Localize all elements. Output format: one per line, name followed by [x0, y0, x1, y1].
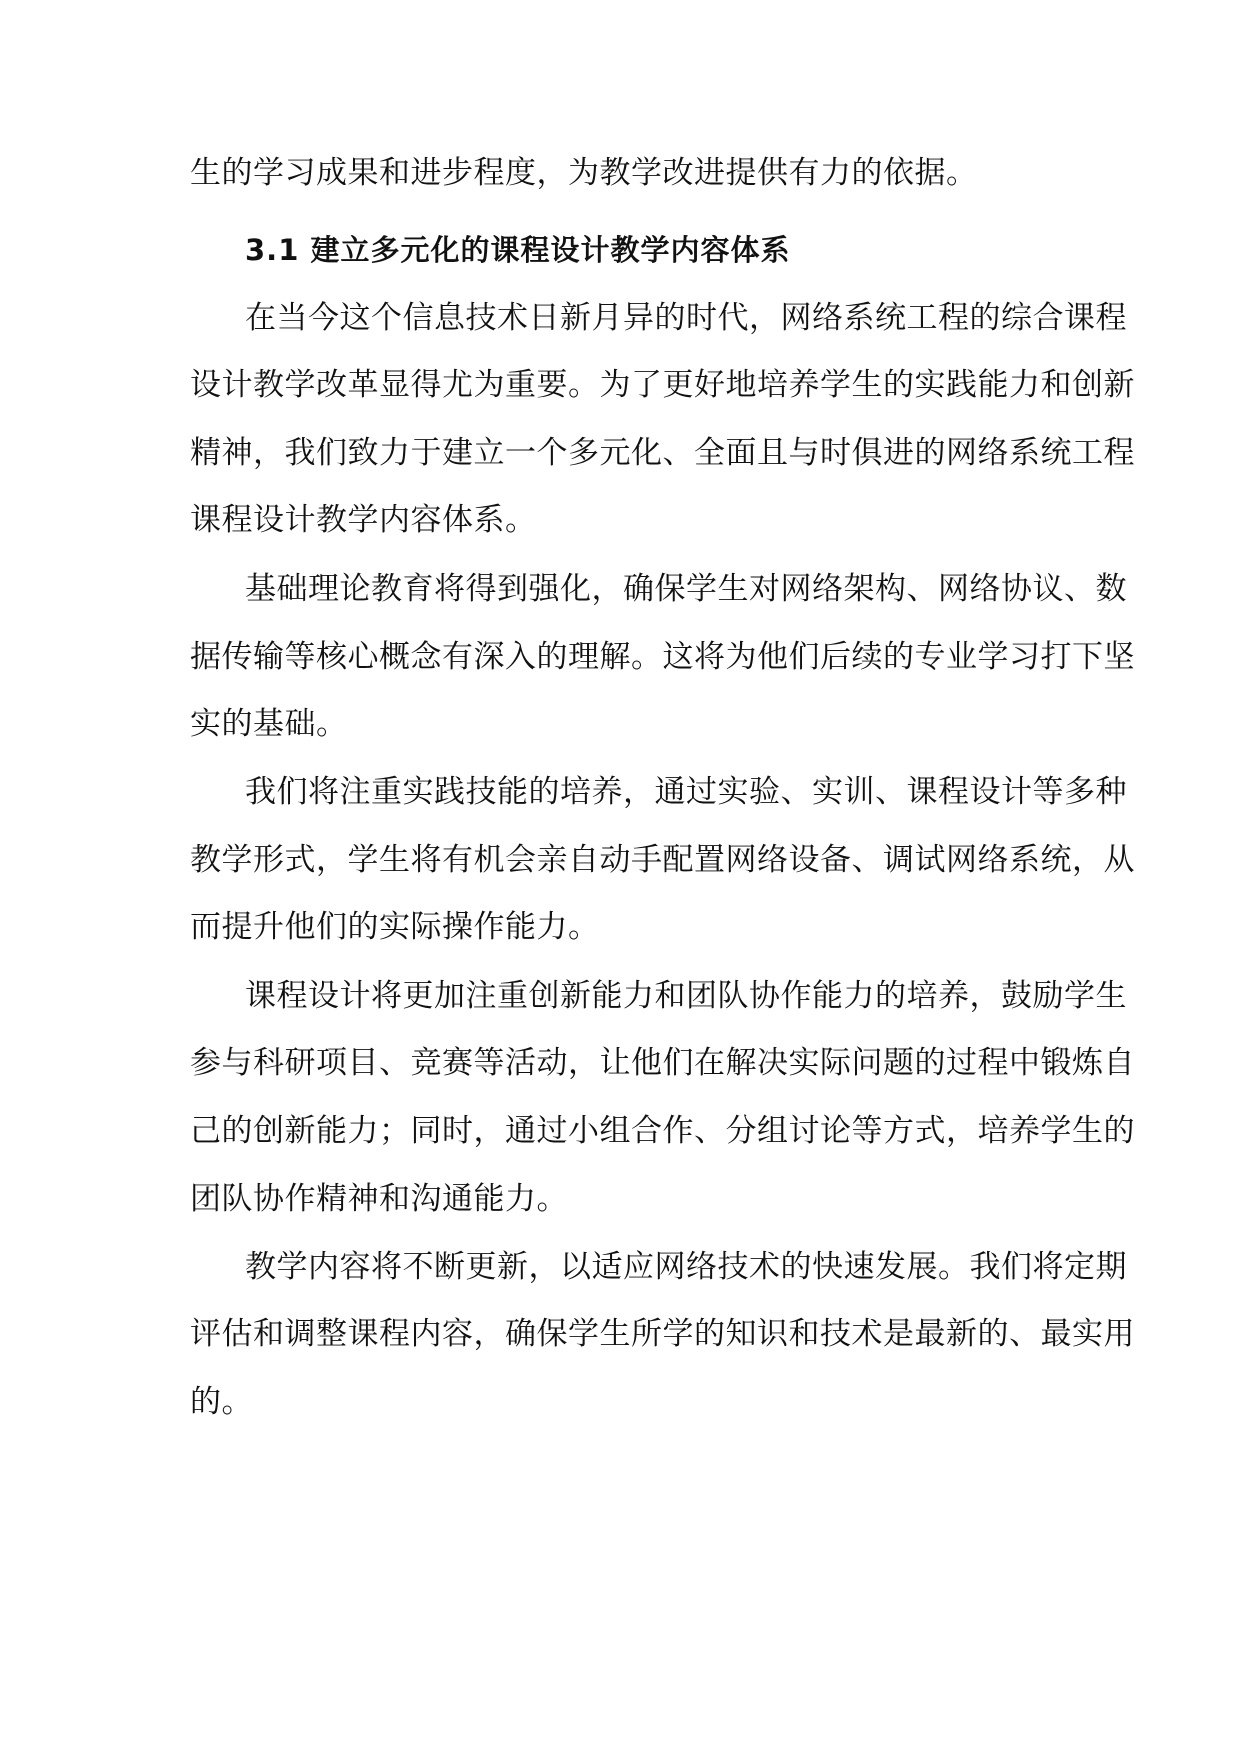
paragraph-line: 精神，我们致力于建立一个多元化、全面且与时俱进的网络系统工程	[190, 435, 1135, 471]
paragraph-line: 在当今这个信息技术日新月异的时代，网络系统工程的综合课程	[245, 300, 1127, 336]
section-heading: 3.1 建立多元化的课程设计教学内容体系	[245, 233, 791, 267]
paragraph-line: 教学形式，学生将有机会亲自动手配置网络设备、调试网络系统，从	[190, 842, 1135, 878]
paragraph-line: 生的学习成果和进步程度，为教学改进提供有力的依据。	[190, 155, 978, 191]
paragraph-line: 设计教学改革显得尤为重要。为了更好地培养学生的实践能力和创新	[190, 367, 1135, 403]
paragraph-line: 参与科研项目、竞赛等活动，让他们在解决实际问题的过程中锻炼自	[190, 1045, 1135, 1081]
paragraph-line: 据传输等核心概念有深入的理解。这将为他们后续的专业学习打下坚	[190, 639, 1135, 675]
paragraph-line: 教学内容将不断更新，以适应网络技术的快速发展。我们将定期	[245, 1249, 1127, 1285]
paragraph-line: 实的基础。	[190, 706, 348, 742]
paragraph-line: 我们将注重实践技能的培养，通过实验、实训、课程设计等多种	[245, 774, 1127, 810]
paragraph-line: 团队协作精神和沟通能力。	[190, 1181, 568, 1217]
paragraph-line: 课程设计将更加注重创新能力和团队协作能力的培养，鼓励学生	[245, 978, 1127, 1014]
paragraph-line: 评估和调整课程内容，确保学生所学的知识和技术是最新的、最实用	[190, 1316, 1135, 1352]
paragraph-line: 基础理论教育将得到强化，确保学生对网络架构、网络协议、数	[245, 571, 1127, 607]
paragraph-line: 的。	[190, 1384, 253, 1420]
paragraph-line: 课程设计教学内容体系。	[190, 502, 537, 538]
paragraph-line: 而提升他们的实际操作能力。	[190, 909, 600, 945]
paragraph-line: 己的创新能力；同时，通过小组合作、分组讨论等方式，培养学生的	[190, 1113, 1135, 1149]
